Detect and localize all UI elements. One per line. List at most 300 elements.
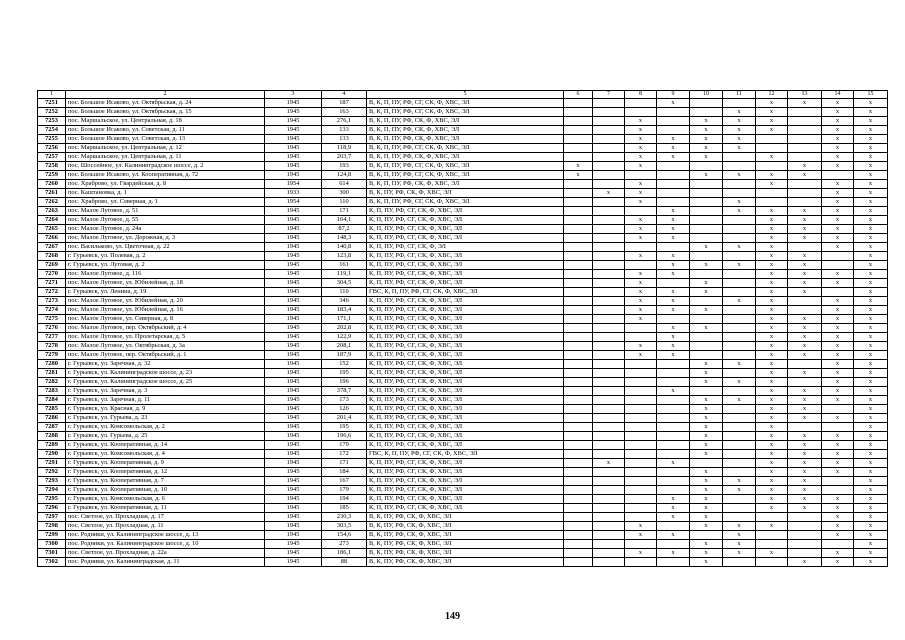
cell-area: 163: [322, 108, 367, 117]
cell-utilities: В, К, П, ПУ, РФ, СК, Ф, ХВС, ЭЛ: [367, 126, 564, 135]
cell-address: пос. Малое Луговое, д. 51: [66, 207, 265, 216]
cell-mark-col-14: x: [822, 504, 854, 513]
cell-address: пос. Малое Луговое, д. 24а: [66, 225, 265, 234]
cell-mark-col-12: x: [756, 333, 788, 342]
cell-mark-col-15: x: [854, 450, 888, 459]
cell-mark-col-6: [564, 378, 593, 387]
cell-mark-col-14: x: [822, 135, 854, 144]
cell-mark-col-9: [657, 243, 690, 252]
cell-mark-col-10: x: [690, 486, 723, 495]
cell-utilities: В, К, П, ПУ, РФ, СГ, СК, Ф, ХВС, ЭЛ: [367, 162, 564, 171]
column-header-2: 2: [66, 91, 265, 99]
cell-year-built: 1945: [265, 477, 322, 486]
cell-mark-col-9: x: [657, 504, 690, 513]
cell-mark-col-15: x: [854, 387, 888, 396]
cell-mark-col-14: x: [822, 558, 854, 567]
table-row: [38, 351, 888, 360]
cell-mark-col-9: [657, 486, 690, 495]
cell-utilities: К, П, ПУ, РФ, СГ, СК, Ф, ХВС, ЭЛ: [367, 459, 564, 468]
cell-mark-col-13: x: [788, 405, 822, 414]
cell-area: 110: [322, 288, 367, 297]
cell-mark-col-12: x: [756, 369, 788, 378]
cell-mark-col-10: [690, 315, 723, 324]
cell-mark-col-14: x: [822, 360, 854, 369]
cell-mark-col-10: [690, 198, 723, 207]
cell-mark-col-14: [822, 171, 854, 180]
cell-record-number: 7261: [38, 189, 66, 198]
cell-mark-col-12: x: [756, 468, 788, 477]
cell-utilities: К, П, ПУ, РФ, СГ, СК, Ф, ХВС, ЭЛ: [367, 504, 564, 513]
cell-year-built: 1945: [265, 459, 322, 468]
cell-mark-col-13: x: [788, 207, 822, 216]
table-row: [38, 117, 888, 126]
cell-mark-col-10: x: [690, 153, 723, 162]
cell-mark-col-12: x: [756, 387, 788, 396]
cell-mark-col-9: x: [657, 234, 690, 243]
cell-year-built: 1945: [265, 99, 322, 108]
cell-utilities: В, К, П, ПУ, РФ, СК, Ф, ХВС, ЭЛ: [367, 135, 564, 144]
cell-record-number: 7251: [38, 99, 66, 108]
cell-utilities: ГВС, К, П, ПУ, РФ, СГ, СК, Ф, ХВС, ЭЛ: [367, 450, 564, 459]
table-row: [38, 558, 888, 567]
cell-mark-col-8: [625, 558, 657, 567]
table-row: [38, 216, 888, 225]
cell-mark-col-13: [788, 531, 822, 540]
cell-mark-col-9: x: [657, 252, 690, 261]
cell-mark-col-11: [723, 288, 756, 297]
cell-mark-col-8: [625, 207, 657, 216]
cell-mark-col-13: [788, 522, 822, 531]
cell-mark-col-10: [690, 234, 723, 243]
cell-mark-col-9: x: [657, 261, 690, 270]
cell-mark-col-8: [625, 405, 657, 414]
cell-mark-col-8: [625, 261, 657, 270]
cell-year-built: 1945: [265, 342, 322, 351]
cell-mark-col-6: [564, 198, 593, 207]
cell-utilities: В, К, П, ПУ, РФ, СК, Ф, ХВС, ЭЛ: [367, 153, 564, 162]
cell-mark-col-9: x: [657, 342, 690, 351]
cell-mark-col-9: x: [657, 306, 690, 315]
cell-mark-col-11: x: [723, 171, 756, 180]
registry-sheet: [37, 90, 874, 567]
cell-mark-col-6: [564, 486, 593, 495]
cell-mark-col-13: x: [788, 270, 822, 279]
cell-area: 161: [322, 261, 367, 270]
cell-address: пос. Малое Луговое, пер. Октябрьский, д. 1: [66, 351, 265, 360]
cell-mark-col-7: [593, 549, 625, 558]
cell-mark-col-14: x: [822, 234, 854, 243]
cell-utilities: В, К, ПУ, РФ, СК, Ф, ХВС, ЭЛ: [367, 513, 564, 522]
cell-mark-col-11: x: [723, 243, 756, 252]
cell-address: пос. Родники, ул. Калининградское шоссе, д. 10: [66, 540, 265, 549]
cell-mark-col-14: x: [822, 378, 854, 387]
cell-mark-col-12: [756, 531, 788, 540]
cell-record-number: 7298: [38, 522, 66, 531]
cell-area: 179: [322, 441, 367, 450]
cell-mark-col-8: [625, 432, 657, 441]
cell-mark-col-10: [690, 351, 723, 360]
cell-mark-col-15: x: [854, 441, 888, 450]
cell-record-number: 7259: [38, 171, 66, 180]
cell-address: пос. Большое Исаково, ул. Октябрьская, д. 24: [66, 99, 265, 108]
cell-mark-col-14: x: [822, 189, 854, 198]
cell-mark-col-15: x: [854, 108, 888, 117]
cell-mark-col-13: x: [788, 324, 822, 333]
cell-mark-col-8: x: [625, 315, 657, 324]
cell-utilities: В, К, ПУ, РФ, СК, Ф, ХВС, ЭЛ: [367, 189, 564, 198]
table-row: [38, 333, 888, 342]
cell-mark-col-12: x: [756, 288, 788, 297]
cell-mark-col-10: [690, 99, 723, 108]
cell-mark-col-15: x: [854, 540, 888, 549]
cell-mark-col-11: x: [723, 297, 756, 306]
cell-utilities: В, К, ПУ, РФ, СК, Ф, ХВС, ЭЛ: [367, 540, 564, 549]
cell-mark-col-12: x: [756, 450, 788, 459]
cell-mark-col-10: x: [690, 540, 723, 549]
cell-mark-col-14: x: [822, 414, 854, 423]
cell-year-built: 1945: [265, 369, 322, 378]
cell-utilities: К, П, ПУ, РФ, СГ, СК, Ф, ХВС, ЭЛ: [367, 378, 564, 387]
cell-record-number: 7281: [38, 369, 66, 378]
cell-mark-col-15: x: [854, 495, 888, 504]
cell-mark-col-10: [690, 531, 723, 540]
cell-mark-col-12: x: [756, 279, 788, 288]
cell-mark-col-6: [564, 117, 593, 126]
cell-mark-col-13: [788, 153, 822, 162]
cell-mark-col-7: [593, 162, 625, 171]
table-row: [38, 486, 888, 495]
cell-mark-col-11: [723, 225, 756, 234]
cell-mark-col-8: [625, 477, 657, 486]
cell-mark-col-6: [564, 288, 593, 297]
cell-mark-col-15: x: [854, 549, 888, 558]
cell-area: 118,9: [322, 144, 367, 153]
cell-mark-col-15: x: [854, 135, 888, 144]
cell-mark-col-8: [625, 108, 657, 117]
cell-mark-col-12: x: [756, 207, 788, 216]
cell-mark-col-13: x: [788, 504, 822, 513]
cell-mark-col-6: [564, 459, 593, 468]
cell-mark-col-6: [564, 432, 593, 441]
cell-year-built: 1945: [265, 234, 322, 243]
cell-utilities: К, П, ПУ, РФ, СГ, СК, Ф, ХВС, ЭЛ: [367, 261, 564, 270]
cell-mark-col-14: x: [822, 315, 854, 324]
cell-mark-col-6: [564, 216, 593, 225]
cell-mark-col-13: [788, 180, 822, 189]
cell-mark-col-9: x: [657, 297, 690, 306]
cell-mark-col-11: x: [723, 126, 756, 135]
cell-year-built: 1945: [265, 450, 322, 459]
cell-mark-col-11: [723, 504, 756, 513]
cell-mark-col-14: x: [822, 531, 854, 540]
cell-year-built: 1945: [265, 558, 322, 567]
cell-mark-col-7: [593, 333, 625, 342]
cell-year-built: 1945: [265, 549, 322, 558]
cell-year-built: 1945: [265, 216, 322, 225]
cell-mark-col-14: x: [822, 270, 854, 279]
cell-mark-col-7: [593, 198, 625, 207]
cell-mark-col-12: x: [756, 270, 788, 279]
cell-mark-col-8: [625, 540, 657, 549]
cell-mark-col-10: x: [690, 324, 723, 333]
cell-mark-col-7: [593, 405, 625, 414]
cell-mark-col-7: [593, 99, 625, 108]
column-header-14: 14: [822, 91, 854, 99]
cell-year-built: 1945: [265, 441, 322, 450]
cell-area: 185: [322, 504, 367, 513]
cell-address: пос. Светлое, ул. Прохладная, д. 11: [66, 522, 265, 531]
cell-utilities: К, П, ПУ, РФ, СГ, СК, Ф, ХВС, ЭЛ: [367, 216, 564, 225]
cell-utilities: В, К, П, ПУ, РФ, СК, Ф, ХВС, ЭЛ: [367, 180, 564, 189]
cell-utilities: К, П, ПУ, РФ, СГ, СК, Ф, ХВС, ЭЛ: [367, 279, 564, 288]
cell-utilities: К, П, ПУ, РФ, СГ, СК, Ф, ХВС, ЭЛ: [367, 405, 564, 414]
cell-mark-col-15: x: [854, 459, 888, 468]
cell-utilities: В, К, ПУ, РФ, СК, Ф, ХВС, ЭЛ: [367, 522, 564, 531]
cell-area: 173: [322, 396, 367, 405]
cell-mark-col-11: [723, 270, 756, 279]
cell-mark-col-10: [690, 270, 723, 279]
cell-mark-col-14: x: [822, 297, 854, 306]
cell-utilities: К, П, ПУ, РФ, СГ, СК, Ф, ХВС, ЭЛ: [367, 351, 564, 360]
cell-utilities: К, П, ПУ, РФ, СГ, СК, Ф, ХВС, ЭЛ: [367, 387, 564, 396]
cell-mark-col-10: x: [690, 522, 723, 531]
cell-mark-col-9: x: [657, 459, 690, 468]
table-row: [38, 369, 888, 378]
cell-area: 273: [322, 540, 367, 549]
cell-mark-col-7: [593, 468, 625, 477]
cell-mark-col-9: [657, 198, 690, 207]
cell-mark-col-6: [564, 234, 593, 243]
cell-mark-col-14: x: [822, 153, 854, 162]
cell-mark-col-14: x: [822, 126, 854, 135]
cell-mark-col-15: x: [854, 405, 888, 414]
cell-mark-col-9: [657, 522, 690, 531]
cell-address: пос. Малое Луговое, ул. Юбилейная, д. 16: [66, 306, 265, 315]
cell-mark-col-8: x: [625, 522, 657, 531]
cell-mark-col-7: [593, 108, 625, 117]
cell-mark-col-15: x: [854, 333, 888, 342]
cell-record-number: 7272: [38, 288, 66, 297]
cell-mark-col-15: x: [854, 261, 888, 270]
cell-area: 133: [322, 135, 367, 144]
cell-address: пос. Малое Луговое, ул. Юбилейная, д. 20: [66, 297, 265, 306]
cell-mark-col-7: [593, 126, 625, 135]
cell-mark-col-6: [564, 369, 593, 378]
cell-mark-col-10: x: [690, 360, 723, 369]
cell-mark-col-13: x: [788, 333, 822, 342]
table-row: [38, 513, 888, 522]
cell-mark-col-14: x: [822, 162, 854, 171]
cell-mark-col-7: [593, 432, 625, 441]
cell-mark-col-8: x: [625, 126, 657, 135]
table-row: [38, 459, 888, 468]
cell-mark-col-6: [564, 324, 593, 333]
cell-mark-col-13: x: [788, 162, 822, 171]
cell-year-built: 1945: [265, 153, 322, 162]
cell-utilities: К, П, ПУ, РФ, СГ, СК, Ф, ХВС, ЭЛ: [367, 234, 564, 243]
cell-mark-col-6: [564, 540, 593, 549]
cell-mark-col-14: [822, 486, 854, 495]
cell-record-number: 7287: [38, 423, 66, 432]
cell-mark-col-13: x: [788, 216, 822, 225]
cell-mark-col-10: x: [690, 549, 723, 558]
cell-mark-col-12: x: [756, 351, 788, 360]
table-row: [38, 225, 888, 234]
cell-area: 346: [322, 297, 367, 306]
cell-address: пос. Родники, ул. Калининградское шоссе, д. 13: [66, 531, 265, 540]
cell-address: г. Гурьевск, ул. Калининградское шоссе, д. 25: [66, 378, 265, 387]
cell-mark-col-13: x: [788, 450, 822, 459]
cell-mark-col-8: [625, 324, 657, 333]
cell-mark-col-8: x: [625, 189, 657, 198]
cell-mark-col-14: x: [822, 342, 854, 351]
table-row: [38, 144, 888, 153]
cell-mark-col-10: x: [690, 495, 723, 504]
cell-year-built: 1945: [265, 126, 322, 135]
cell-mark-col-12: x: [756, 549, 788, 558]
cell-mark-col-10: x: [690, 396, 723, 405]
cell-address: пос. Малое Луговое, ул. Октябрьская, д. 3а: [66, 342, 265, 351]
cell-mark-col-8: x: [625, 351, 657, 360]
table-row: [38, 414, 888, 423]
cell-year-built: 1945: [265, 171, 322, 180]
table-row: [38, 378, 888, 387]
cell-year-built: 1945: [265, 225, 322, 234]
cell-mark-col-13: [788, 549, 822, 558]
cell-mark-col-11: x: [723, 144, 756, 153]
cell-mark-col-6: [564, 513, 593, 522]
column-header-15: 15: [854, 91, 888, 99]
cell-mark-col-10: x: [690, 144, 723, 153]
cell-address: пос. Малое Луговое, ул. Северная, д. 8: [66, 315, 265, 324]
cell-year-built: 1945: [265, 117, 322, 126]
cell-address: г. Гурьевск, ул. Гурьева, д. 25: [66, 432, 265, 441]
cell-mark-col-12: x: [756, 171, 788, 180]
cell-mark-col-9: [657, 450, 690, 459]
cell-address: г. Гурьевск, ул. Комсомольская, д. 4: [66, 450, 265, 459]
cell-mark-col-8: [625, 450, 657, 459]
cell-mark-col-15: x: [854, 306, 888, 315]
cell-record-number: 7256: [38, 144, 66, 153]
cell-mark-col-12: x: [756, 324, 788, 333]
cell-area: 110: [322, 198, 367, 207]
cell-mark-col-8: [625, 171, 657, 180]
cell-mark-col-15: x: [854, 486, 888, 495]
cell-year-built: 1945: [265, 333, 322, 342]
cell-record-number: 7274: [38, 306, 66, 315]
cell-mark-col-9: [657, 396, 690, 405]
cell-mark-col-15: x: [854, 342, 888, 351]
cell-mark-col-11: x: [723, 117, 756, 126]
cell-mark-col-15: x: [854, 126, 888, 135]
cell-utilities: В, К, ПУ, РФ, СК, Ф, ХВС, ЭЛ: [367, 531, 564, 540]
cell-year-built: 1945: [265, 414, 322, 423]
cell-record-number: 7284: [38, 396, 66, 405]
cell-mark-col-7: [593, 486, 625, 495]
cell-mark-col-9: x: [657, 216, 690, 225]
column-header-7: 7: [593, 91, 625, 99]
cell-mark-col-8: x: [625, 297, 657, 306]
cell-area: 196: [322, 378, 367, 387]
cell-mark-col-10: x: [690, 243, 723, 252]
column-header-12: 12: [756, 91, 788, 99]
cell-mark-col-14: x: [822, 513, 854, 522]
cell-area: 186,1: [322, 549, 367, 558]
cell-mark-col-10: x: [690, 369, 723, 378]
cell-area: 195: [322, 369, 367, 378]
cell-area: 123,8: [322, 252, 367, 261]
cell-mark-col-11: [723, 414, 756, 423]
cell-mark-col-11: x: [723, 108, 756, 117]
cell-mark-col-15: x: [854, 162, 888, 171]
cell-utilities: К, П, ПУ, РФ, СГ, СК, Ф, ХВС, ЭЛ: [367, 360, 564, 369]
cell-utilities: К, П, ПУ, РФ, СГ, СК, Ф, ХВС, ЭЛ: [367, 369, 564, 378]
cell-utilities: В, К, П, ПУ, РФ, СГ, СК, Ф, ХВС, ЭЛ: [367, 108, 564, 117]
cell-mark-col-10: [690, 162, 723, 171]
cell-year-built: 1945: [265, 144, 322, 153]
cell-mark-col-7: [593, 234, 625, 243]
cell-mark-col-6: [564, 207, 593, 216]
cell-mark-col-6: [564, 126, 593, 135]
cell-mark-col-9: [657, 279, 690, 288]
table-row: [38, 279, 888, 288]
cell-record-number: 7276: [38, 324, 66, 333]
cell-mark-col-10: x: [690, 135, 723, 144]
cell-mark-col-9: x: [657, 207, 690, 216]
cell-mark-col-11: x: [723, 540, 756, 549]
cell-address: пос. Малое Луговое, д. 116: [66, 270, 265, 279]
cell-mark-col-8: [625, 396, 657, 405]
cell-mark-col-12: x: [756, 477, 788, 486]
cell-mark-col-11: x: [723, 549, 756, 558]
cell-address: пос. Васильково, ул. Цветочная, д. 22: [66, 243, 265, 252]
cell-mark-col-6: [564, 414, 593, 423]
cell-mark-col-9: [657, 117, 690, 126]
cell-mark-col-9: [657, 441, 690, 450]
cell-area: 184: [322, 468, 367, 477]
cell-address: пос. Родники, ул. Калининградская, д. 11: [66, 558, 265, 567]
cell-year-built: 1945: [265, 360, 322, 369]
table-row: [38, 522, 888, 531]
cell-mark-col-11: x: [723, 522, 756, 531]
cell-mark-col-15: x: [854, 117, 888, 126]
cell-mark-col-12: x: [756, 180, 788, 189]
cell-address: пос. Каштановка, д. 1: [66, 189, 265, 198]
cell-mark-col-7: [593, 414, 625, 423]
cell-mark-col-10: [690, 225, 723, 234]
cell-mark-col-12: x: [756, 117, 788, 126]
cell-address: пос. Малое Луговое, д. 55: [66, 216, 265, 225]
cell-area: 152: [322, 360, 367, 369]
cell-mark-col-13: [788, 243, 822, 252]
cell-mark-col-7: [593, 351, 625, 360]
cell-utilities: К, П, ПУ, РФ, СГ, СК, Ф, ХВС, ЭЛ: [367, 486, 564, 495]
cell-area: 208,1: [322, 342, 367, 351]
cell-area: 195: [322, 423, 367, 432]
cell-mark-col-14: x: [822, 468, 854, 477]
cell-mark-col-11: [723, 513, 756, 522]
cell-mark-col-11: [723, 351, 756, 360]
cell-mark-col-13: x: [788, 342, 822, 351]
cell-mark-col-13: x: [788, 99, 822, 108]
cell-mark-col-7: [593, 243, 625, 252]
cell-address: пос. Шоссейное, ул. Калининградское шоссе, д. 2: [66, 162, 265, 171]
cell-mark-col-6: [564, 270, 593, 279]
cell-mark-col-11: x: [723, 531, 756, 540]
cell-mark-col-6: [564, 351, 593, 360]
cell-mark-col-11: [723, 441, 756, 450]
cell-year-built: 1945: [265, 351, 322, 360]
